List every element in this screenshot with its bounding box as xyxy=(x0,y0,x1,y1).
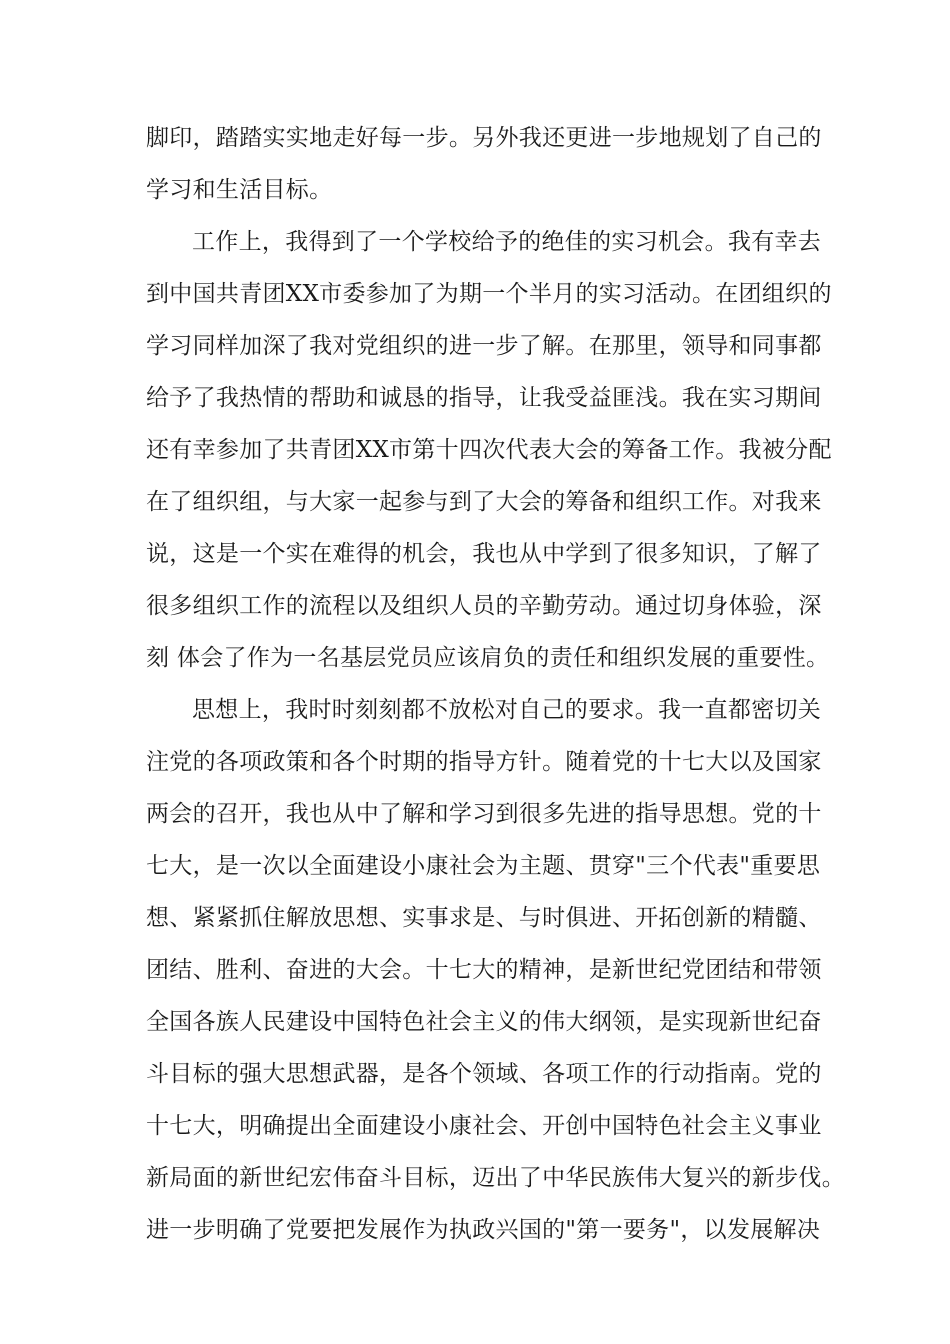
text-line: 全国各族人民建设中国特色社会主义的伟大纲领，是实现新世纪奋 xyxy=(146,1009,822,1035)
text-line: 进一步明确了党要把发展作为执政兴国的"第一要务"，以发展解决 xyxy=(146,1217,821,1243)
text-line: 到中国共青团XX市委参加了为期一个半月的实习活动。在团组织的 xyxy=(146,281,832,307)
text-line: 学习同样加深了我对党组织的进一步了解。在那里，领导和同事都 xyxy=(146,333,822,359)
text-line: 斗目标的强大思想武器，是各个领域、各项工作的行动指南。党的 xyxy=(146,1061,822,1087)
paragraph-first-line: 思想上，我时时刻刻都不放松对自己的要求。我一直都密切关 xyxy=(192,697,822,723)
paragraph-first-line: 工作上，我得到了一个学校给予的绝佳的实习机会。我有幸去 xyxy=(192,229,822,255)
text-line: 脚印，踏踏实实地走好每一步。另外我还更进一步地规划了自己的 xyxy=(146,125,822,151)
text-line: 说，这是一个实在难得的机会，我也从中学到了很多知识，了解了 xyxy=(146,541,822,567)
text-line: 学习和生活目标。 xyxy=(146,177,333,203)
text-line: 注党的各项政策和各个时期的指导方针。随着党的十七大以及国家 xyxy=(146,749,822,775)
text-line: 十七大，明确提出全面建设小康社会、开创中国特色社会主义事业 xyxy=(146,1113,822,1139)
text-line: 很多组织工作的流程以及组织人员的辛勤劳动。通过切身体验，深 xyxy=(146,593,822,619)
text-line: 给予了我热情的帮助和诚恳的指导，让我受益匪浅。我在实习期间 xyxy=(146,385,822,411)
text-line: 两会的召开，我也从中了解和学习到很多先进的指导思想。党的十 xyxy=(146,801,822,827)
text-line: 刻 体会了作为一名基层党员应该肩负的责任和组织发展的重要性。 xyxy=(146,645,830,671)
text-line: 在了组织组，与大家一起参与到了大会的筹备和组织工作。对我来 xyxy=(146,489,822,515)
text-line: 还有幸参加了共青团XX市第十四次代表大会的筹备工作。我被分配 xyxy=(146,437,832,463)
text-line: 想、紧紧抓住解放思想、实事求是、与时俱进、开拓创新的精髓、 xyxy=(146,905,822,931)
text-line: 七大，是一次以全面建设小康社会为主题、贯穿"三个代表"重要思 xyxy=(146,853,821,879)
text-line: 新局面的新世纪宏伟奋斗目标，迈出了中华民族伟大复兴的新步伐。 xyxy=(146,1165,845,1191)
text-line: 团结、胜利、奋进的大会。十七大的精神，是新世纪党团结和带领 xyxy=(146,957,822,983)
